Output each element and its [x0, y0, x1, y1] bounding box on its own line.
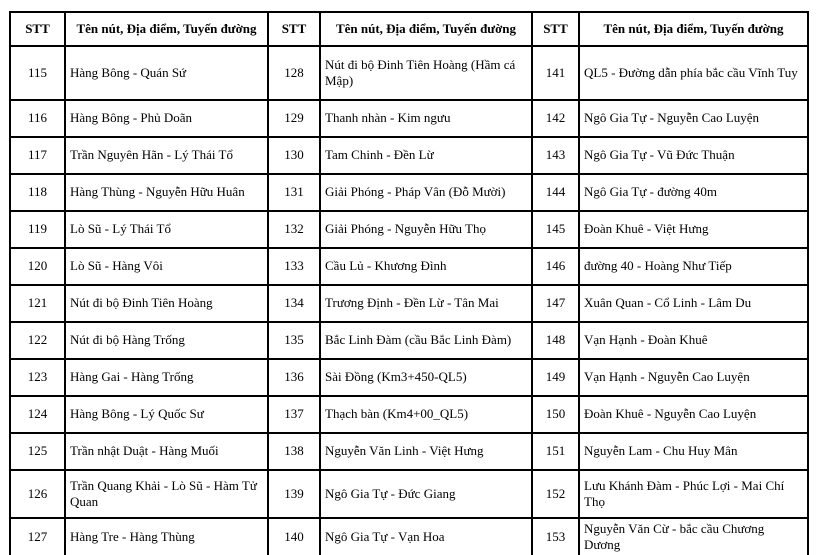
name-cell: Tam Chinh - Đền Lừ	[320, 137, 532, 174]
stt-cell: 150	[532, 396, 579, 433]
stt-cell: 145	[532, 211, 579, 248]
name-cell: Cầu Lủ - Khương Đình	[320, 248, 532, 285]
stt-cell: 147	[532, 285, 579, 322]
name-cell: Nguyễn Văn Linh - Việt Hưng	[320, 433, 532, 470]
table-row	[10, 46, 808, 100]
header-stt-1: STT	[10, 12, 65, 46]
name-cell: Lưu Khánh Đàm - Phúc Lợi - Mai Chí Thọ	[579, 470, 808, 518]
name-cell: Nút đi bộ Đinh Tiên Hoàng	[65, 285, 268, 322]
name-cell: QL5 - Đường dẫn phía bắc cầu Vĩnh Tuy	[579, 46, 808, 100]
name-cell: Đoàn Khuê - Việt Hưng	[579, 211, 808, 248]
name-cell: Xuân Quan - Cổ Linh - Lâm Du	[579, 285, 808, 322]
name-cell: Lò Sũ - Hàng Vôi	[65, 248, 268, 285]
stt-cell: 122	[10, 322, 65, 359]
stt-cell: 141	[532, 46, 579, 100]
name-cell: Ngô Gia Tự - Đức Giang	[320, 470, 532, 518]
stt-cell: 120	[10, 248, 65, 285]
table-row	[10, 248, 808, 285]
stt-cell: 125	[10, 433, 65, 470]
name-cell: Hàng Tre - Hàng Thùng	[65, 518, 268, 555]
name-cell: Vạn Hạnh - Nguyễn Cao Luyện	[579, 359, 808, 396]
stt-cell: 139	[268, 470, 320, 518]
intersection-table	[9, 11, 809, 555]
header-name-1: Tên nút, Địa điểm, Tuyến đường	[65, 12, 268, 46]
name-cell: Trần Quang Khải - Lò Sũ - Hàm Tử Quan	[65, 470, 268, 518]
table-row	[10, 470, 808, 518]
name-cell: Thạch bàn (Km4+00_QL5)	[320, 396, 532, 433]
name-cell: Ngô Gia Tự - Nguyễn Cao Luyện	[579, 100, 808, 137]
stt-cell: 126	[10, 470, 65, 518]
name-cell: Nguyễn Lam - Chu Huy Mân	[579, 433, 808, 470]
stt-cell: 133	[268, 248, 320, 285]
name-cell: Nút đi bộ Hàng Trống	[65, 322, 268, 359]
name-cell: Trần Nguyên Hãn - Lý Thái Tổ	[65, 137, 268, 174]
stt-cell: 143	[532, 137, 579, 174]
name-cell: Hàng Bông - Phủ Doãn	[65, 100, 268, 137]
table-row	[10, 137, 808, 174]
name-cell: Trương Định - Đền Lừ - Tân Mai	[320, 285, 532, 322]
name-cell: Hàng Gai - Hàng Trống	[65, 359, 268, 396]
stt-cell: 151	[532, 433, 579, 470]
table-row	[10, 322, 808, 359]
stt-cell: 140	[268, 518, 320, 555]
name-cell: Giải Phóng - Nguyễn Hữu Thọ	[320, 211, 532, 248]
stt-cell: 118	[10, 174, 65, 211]
name-cell: Vạn Hạnh - Đoàn Khuê	[579, 322, 808, 359]
table-row	[10, 518, 808, 555]
stt-cell: 149	[532, 359, 579, 396]
name-cell: Ngô Gia Tự - Vũ Đức Thuận	[579, 137, 808, 174]
table-body	[10, 46, 808, 555]
stt-cell: 138	[268, 433, 320, 470]
name-cell: Thanh nhàn - Kim ngưu	[320, 100, 532, 137]
stt-cell: 119	[10, 211, 65, 248]
stt-cell: 144	[532, 174, 579, 211]
table-row	[10, 285, 808, 322]
table-row	[10, 396, 808, 433]
table-row	[10, 211, 808, 248]
name-cell: Nút đi bộ Đinh Tiên Hoàng (Hầm cá Mập)	[320, 46, 532, 100]
name-cell: Hàng Bông - Lý Quốc Sư	[65, 396, 268, 433]
table-header-row	[10, 12, 808, 46]
stt-cell: 131	[268, 174, 320, 211]
header-name-3: Tên nút, Địa điểm, Tuyến đường	[579, 12, 808, 46]
stt-cell: 115	[10, 46, 65, 100]
stt-cell: 123	[10, 359, 65, 396]
header-name-2: Tên nút, Địa điểm, Tuyến đường	[320, 12, 532, 46]
stt-cell: 136	[268, 359, 320, 396]
table-row	[10, 174, 808, 211]
stt-cell: 137	[268, 396, 320, 433]
stt-cell: 142	[532, 100, 579, 137]
stt-cell: 130	[268, 137, 320, 174]
stt-cell: 127	[10, 518, 65, 555]
stt-cell: 134	[268, 285, 320, 322]
stt-cell: 117	[10, 137, 65, 174]
header-stt-2: STT	[268, 12, 320, 46]
stt-cell: 129	[268, 100, 320, 137]
name-cell: Ngô Gia Tự - Vạn Hoa	[320, 518, 532, 555]
stt-cell: 148	[532, 322, 579, 359]
stt-cell: 116	[10, 100, 65, 137]
table-row	[10, 359, 808, 396]
name-cell: Đoàn Khuê - Nguyễn Cao Luyện	[579, 396, 808, 433]
table-row	[10, 100, 808, 137]
name-cell: đường 40 - Hoàng Như Tiếp	[579, 248, 808, 285]
stt-cell: 124	[10, 396, 65, 433]
header-stt-3: STT	[532, 12, 579, 46]
stt-cell: 132	[268, 211, 320, 248]
name-cell: Trần nhật Duật - Hàng Muối	[65, 433, 268, 470]
name-cell: Giải Phóng - Pháp Vân (Đỗ Mười)	[320, 174, 532, 211]
table-row	[10, 433, 808, 470]
name-cell: Nguyễn Văn Cừ - bắc cầu Chương Dương	[579, 518, 808, 555]
name-cell: Bắc Linh Đàm (cầu Bắc Linh Đàm)	[320, 322, 532, 359]
name-cell: Ngô Gia Tự - đường 40m	[579, 174, 808, 211]
stt-cell: 152	[532, 470, 579, 518]
name-cell: Lò Sũ - Lý Thái Tổ	[65, 211, 268, 248]
name-cell: Sài Đồng (Km3+450-QL5)	[320, 359, 532, 396]
stt-cell: 146	[532, 248, 579, 285]
stt-cell: 135	[268, 322, 320, 359]
stt-cell: 128	[268, 46, 320, 100]
stt-cell: 121	[10, 285, 65, 322]
stt-cell: 153	[532, 518, 579, 555]
name-cell: Hàng Thùng - Nguyễn Hữu Huân	[65, 174, 268, 211]
name-cell: Hàng Bông - Quán Sứ	[65, 46, 268, 100]
